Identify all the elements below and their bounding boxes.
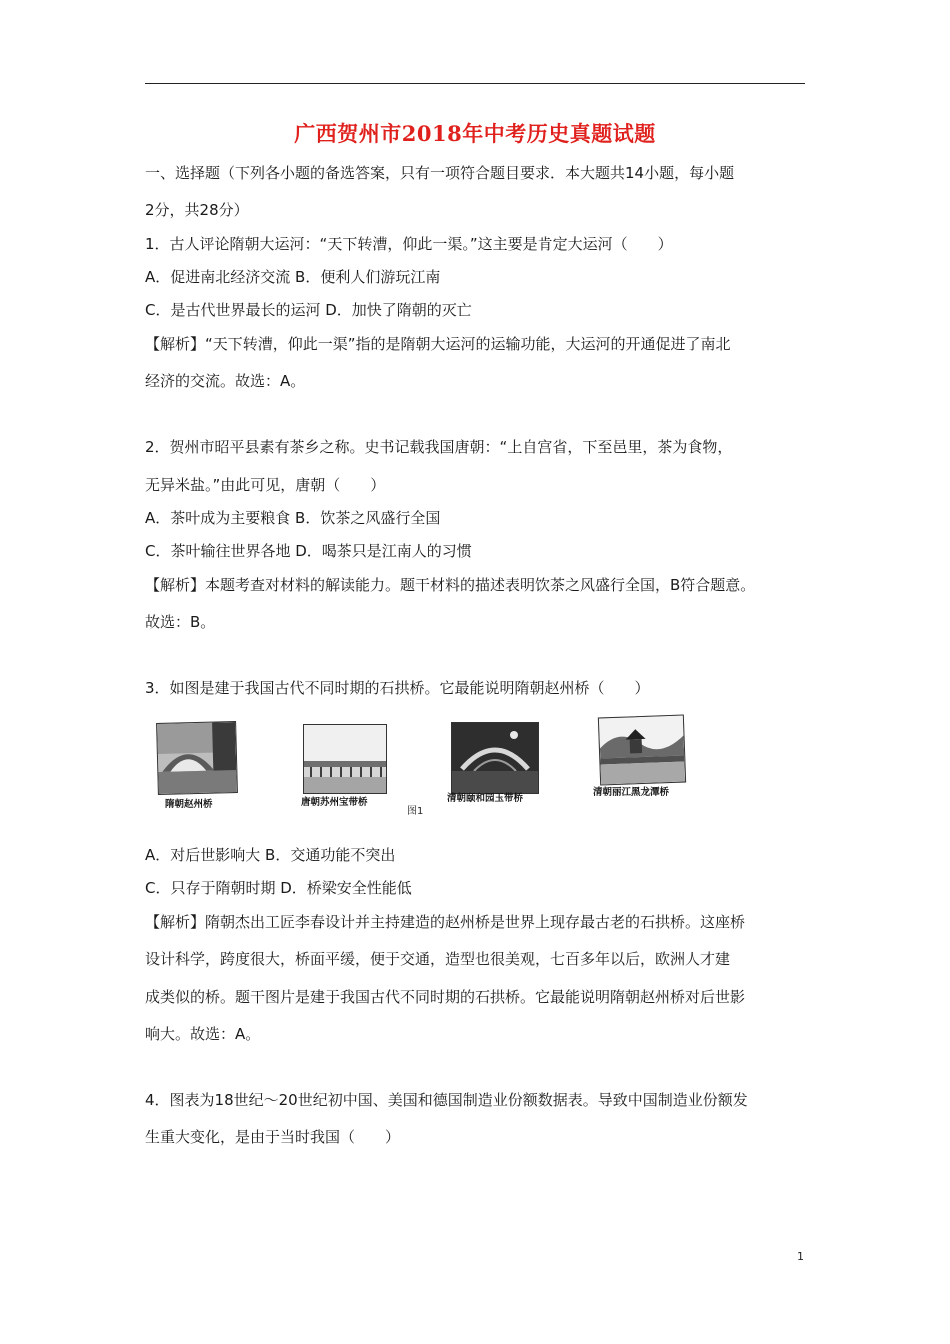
header-rule [145,83,805,84]
q2-stem-line1: 2．贺州市昭平县素有茶乡之称。史书记载我国唐朝：“上自宫省，下至邑里，茶为食物， [145,438,733,456]
q1-analysis-line1: 【解析】“天下转漕，仰此一渠”指的是隋朝大运河的运输功能，大运河的开通促进了南北 [145,335,731,353]
q1-options-ab: A．促进南北经济交流 B．便利人们游玩江南 [145,268,441,286]
bridge-photo-baodai [303,724,387,794]
caption-zhaozhou: 隋朝赵州桥 [165,799,213,810]
bridge-photo-baodai-image [304,725,386,793]
caption-heilongtan: 清朝丽江黑龙潭桥 [593,787,670,798]
page-number: 1 [797,1250,804,1263]
bridge-photo-yudai-image [452,723,538,793]
q3-analysis-line1: 【解析】隋朝杰出工匠李春设计并主持建造的赵州桥是世界上现存最古老的石拱桥。这座桥 [145,913,746,931]
section-heading-line2: 2分，共28分） [145,201,249,219]
q2-options-ab: A．茶叶成为主要粮食 B．饮茶之风盛行全国 [145,509,441,527]
q2-stem-line2: 无异米盐。”由此可见，唐朝（ ） [145,476,386,494]
q2-analysis-line1: 【解析】本题考查对材料的解读能力。题干材料的描述表明饮茶之风盛行全国，B符合题意。 [145,576,756,594]
q3-analysis-line2: 设计科学，跨度很大，桥面平缓，便于交通，造型也很美观，七百多年以后，欧洲人才建 [145,950,731,968]
caption-yudai: 清朝颐和园玉带桥 [447,793,524,804]
bridge-photo-zhaozhou-image [157,722,237,794]
q4-stem-line1: 4．图表为18世纪～20世纪初中国、美国和德国制造业份额数据表。导致中国制造业份额发 [145,1091,748,1109]
page-title: 广西贺州市2018年中考历史真题试题 [294,121,656,146]
bridge-photo-zhaozhou [156,721,238,795]
q3-options-ab: A．对后世影响大 B．交通功能不突出 [145,846,396,864]
section-heading-line1: 一、选择题（下列各小题的备选答案，只有一项符合题目要求．本大题共14小题，每小题 [145,164,735,182]
bridge-photo-yudai [451,722,539,794]
bridge-photo-heilongtan [598,715,686,786]
q2-analysis-line2: 故选：B。 [145,613,216,631]
q3-analysis-line4: 响大。故选：A。 [145,1025,261,1043]
bridge-photo-heilongtan-image [599,716,685,785]
q1-analysis-line2: 经济的交流。故选：A。 [145,372,306,390]
figure-label: 图1 [407,806,424,817]
q3-options-cd: C．只存于隋朝时期 D．桥梁安全性能低 [145,879,412,897]
q4-stem-line2: 生重大变化，是由于当时我国（ ） [145,1128,401,1146]
bridge-figure [145,712,825,822]
q2-options-cd: C．茶叶输往世界各地 D．喝茶只是江南人的习惯 [145,542,472,560]
caption-baodai: 唐朝苏州宝带桥 [301,797,368,808]
q1-stem: 1．古人评论隋朝大运河：“天下转漕，仰此一渠。”这主要是肯定大运河（ ） [145,235,673,253]
q3-stem: 3．如图是建于我国古代不同时期的石拱桥。它最能说明隋朝赵州桥（ ） [145,679,650,697]
q3-analysis-line3: 成类似的桥。题干图片是建于我国古代不同时期的石拱桥。它最能说明隋朝赵州桥对后世影 [145,988,746,1006]
q1-options-cd: C．是古代世界最长的运河 D．加快了隋朝的灭亡 [145,301,472,319]
